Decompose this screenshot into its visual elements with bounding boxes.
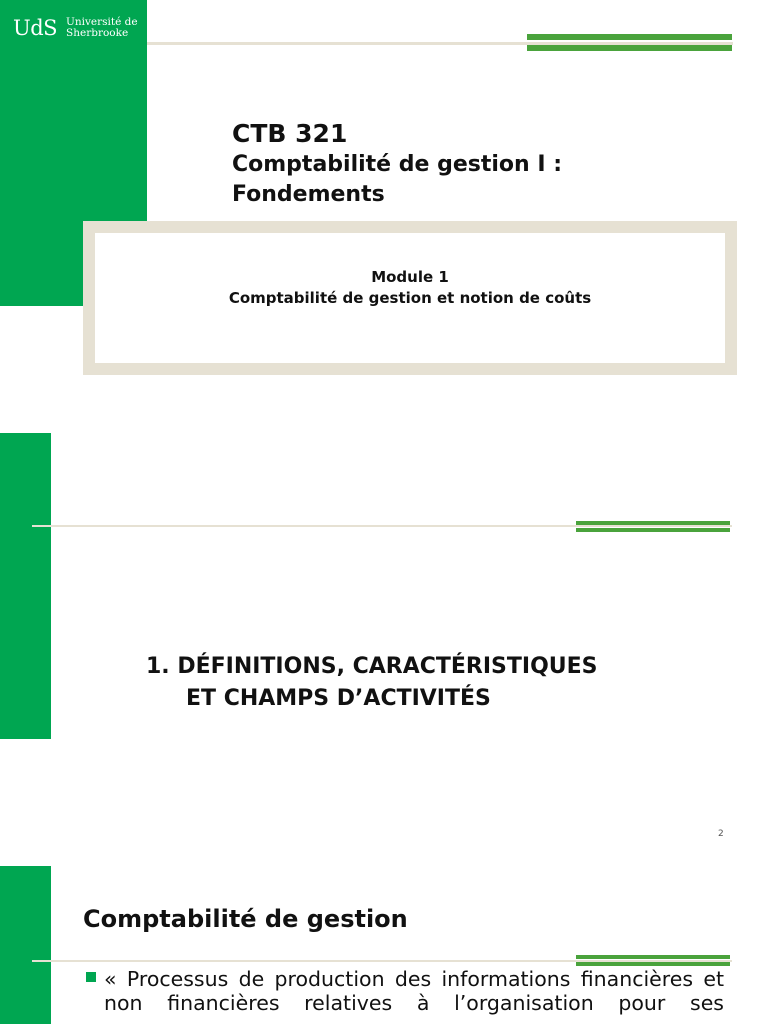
accent-bar-bottom: [527, 45, 732, 51]
logo-mark: UdS: [13, 16, 58, 40]
module-box-inner: [95, 233, 725, 363]
module-box: [83, 221, 737, 375]
slide-content: [0, 866, 768, 1024]
section-title: [146, 651, 598, 715]
page-number: 2: [718, 829, 724, 839]
quote-line2: non financières relatives à l’organisation pour ses: [104, 991, 724, 1015]
course-title-line1: Comptabilité de gestion I :: [232, 152, 562, 177]
slide-heading: Comptabilité de gestion: [83, 905, 408, 933]
course-title-line2: Fondements: [232, 182, 385, 207]
course-code: CTB 321: [232, 119, 348, 148]
section-title-line2: ET CHAMPS D’ACTIVITÉS: [186, 686, 491, 711]
accent-bar-bottom: [576, 962, 730, 966]
top-rule: [32, 525, 732, 527]
quote-line1: « Processus de production des informations financières et: [104, 967, 724, 991]
accent-bar-top: [576, 955, 730, 959]
accent-bar-top: [576, 521, 730, 525]
university-logo: [13, 16, 138, 40]
accent-bar-bottom: [576, 528, 730, 532]
green-side-panel: [0, 433, 51, 739]
slide-section: [0, 433, 768, 853]
logo-name: Université de Sherbrooke: [66, 16, 138, 39]
accent-bar-top: [527, 34, 732, 40]
module-number: Module 1: [371, 268, 449, 286]
slide-title: [0, 0, 768, 430]
green-side-panel: [0, 866, 51, 1024]
definition-quote: [104, 967, 724, 1015]
bullet-square-icon: [86, 972, 96, 982]
module-title: Comptabilité de gestion et notion de coûts: [228, 289, 592, 307]
course-title-block: [232, 118, 562, 210]
section-title-line1: 1. DÉFINITIONS, CARACTÉRISTIQUES: [146, 654, 598, 679]
